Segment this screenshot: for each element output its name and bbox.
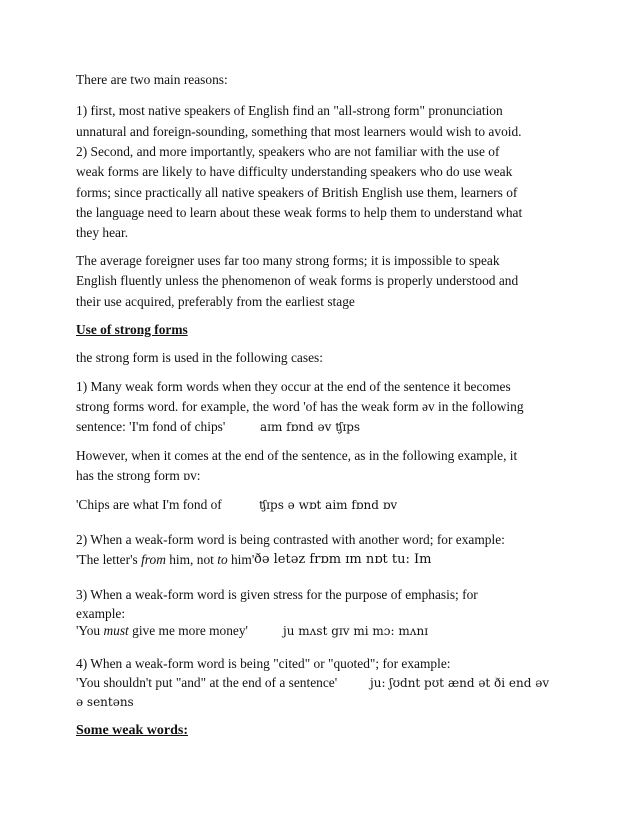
case2-example-text: 'The letter's from him, not to him': [76, 552, 255, 567]
average-line: their use acquired, preferably from the earliest stage: [76, 294, 355, 309]
case4-example-ipa: ju: ʃʊdnt pʊt ænd ət ði end əv: [370, 676, 550, 690]
case3-example-text: 'You must give me more money': [76, 623, 248, 638]
case2-line: 2) When a weak-form word is being contrasted with another word; for example:: [76, 532, 505, 547]
case2-example-ipa: ðə letəz frɒm ɪm nɒt tu: Im: [254, 552, 432, 567]
case1-line: [76, 417, 361, 437]
reasons-line: weak forms are likely to have difficulty understanding speakers who do use weak: [76, 164, 513, 179]
strong-forms-heading: Use of strong forms: [76, 322, 188, 337]
reasons-line: unnatural and foreign-sounding, something that most learners would wish to avoid.: [76, 124, 522, 139]
case1-example-ipa: ʧɪps ə wɒt aim fɒnd ɒv: [259, 498, 398, 512]
case3-example-ipa: ju mʌst gɪv mi mɔ: mʌnɪ: [283, 624, 429, 638]
strong-intro-line: the strong form is used in the following cases:: [76, 350, 323, 365]
case2-line: [76, 550, 432, 570]
case1-line: strong forms word. for example, the word 'of has the weak form əv in the following: [76, 399, 524, 414]
case1-example-text: sentence: 'I'm fond of chips': [76, 419, 226, 434]
case1-line: has the strong form ɒv:: [76, 468, 201, 483]
case4-example-text: 'You shouldn't put "and" at the end of a sentence': [76, 675, 338, 690]
case3-line: 3) When a weak-form word is given stress for the purpose of emphasis; for: [76, 587, 478, 602]
average-line: English fluently unless the phenomenon of weak forms is properly understood and: [76, 273, 519, 288]
weak-words-heading: Some weak words:: [76, 723, 188, 738]
reasons-line: they hear.: [76, 225, 129, 240]
case1-example-ipa: aɪm fɒnd əv ʧɪps: [260, 420, 361, 434]
intro-line: There are two main reasons:: [76, 72, 228, 87]
case1-line: 1) Many weak form words when they occur at the end of the sentence it becomes: [76, 379, 511, 394]
case1-line: However, when it comes at the end of the sentence, as in the following example, it: [76, 448, 518, 463]
case4-line: 4) When a weak-form word is being "cited" or "quoted"; for example:: [76, 656, 451, 671]
case3-line: [76, 621, 429, 641]
case4-ipa-continued: ə sentəns: [76, 695, 134, 709]
reasons-line: forms; since practically all native speakers of British English use them, learners of: [76, 185, 518, 200]
case1-example-text: 'Chips are what I'm fond of: [76, 497, 222, 512]
case1-line: [76, 495, 398, 515]
case3-line: example:: [76, 606, 126, 621]
average-line: The average foreigner uses far too many strong forms; it is impossible to speak: [76, 253, 500, 268]
reasons-line: 1) first, most native speakers of English find an "all-strong form" pronunciation: [76, 103, 503, 118]
case4-line: [76, 673, 550, 693]
reasons-line: 2) Second, and more importantly, speakers who are not familiar with the use of: [76, 144, 500, 159]
reasons-line: the language need to learn about these weak forms to help them to understand what: [76, 205, 523, 220]
